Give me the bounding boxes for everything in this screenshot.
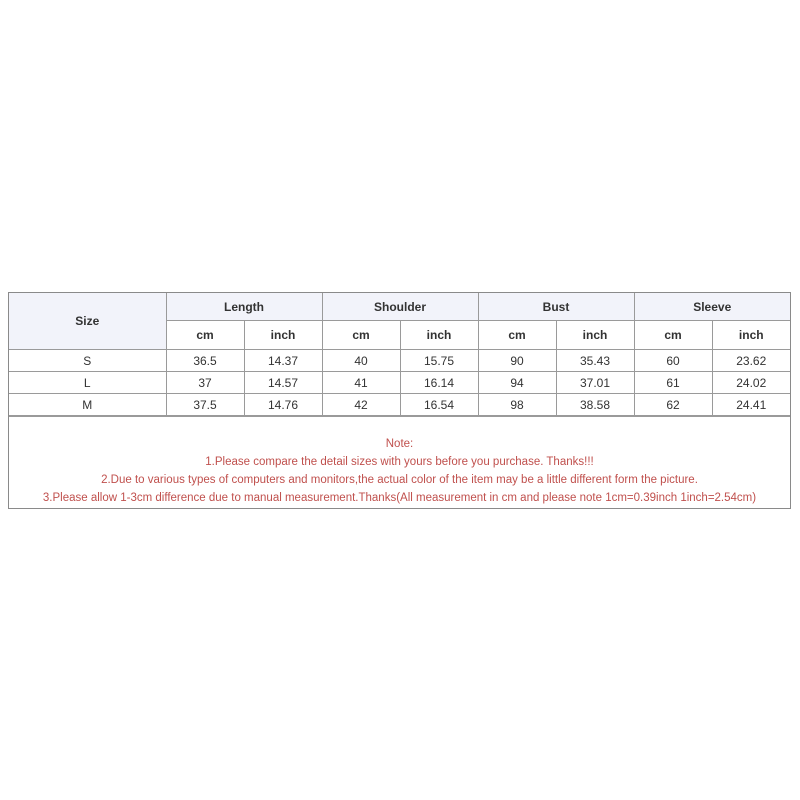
value-cell: 94 xyxy=(478,372,556,394)
value-cell: 42 xyxy=(322,394,400,416)
value-cell: 61 xyxy=(634,372,712,394)
unit-header: inch xyxy=(400,321,478,350)
notes-section xyxy=(9,416,790,508)
table-row xyxy=(9,372,790,394)
value-cell: 35.43 xyxy=(556,350,634,372)
value-cell: 40 xyxy=(322,350,400,372)
group-header-length: Length xyxy=(166,293,322,321)
size-cell: L xyxy=(9,372,166,394)
value-cell: 24.02 xyxy=(712,372,790,394)
value-cell: 37 xyxy=(166,372,244,394)
table-row xyxy=(9,394,790,416)
unit-header: cm xyxy=(166,321,244,350)
value-cell: 16.54 xyxy=(400,394,478,416)
unit-header: cm xyxy=(322,321,400,350)
unit-header: inch xyxy=(244,321,322,350)
unit-header: cm xyxy=(634,321,712,350)
group-header-sleeve: Sleeve xyxy=(634,293,790,321)
value-cell: 24.41 xyxy=(712,394,790,416)
size-cell: S xyxy=(9,350,166,372)
group-header-bust: Bust xyxy=(478,293,634,321)
unit-header: inch xyxy=(712,321,790,350)
value-cell: 60 xyxy=(634,350,712,372)
group-header-shoulder: Shoulder xyxy=(322,293,478,321)
size-cell: M xyxy=(9,394,166,416)
value-cell: 36.5 xyxy=(166,350,244,372)
value-cell: 38.58 xyxy=(556,394,634,416)
header-row-groups xyxy=(9,293,790,321)
note-line: 3.Please allow 1-3cm difference due to manual measurement.Thanks(All measurement in cm and please note 1cm=0.39inch 1inch=2.54cm) xyxy=(42,492,757,504)
value-cell: 98 xyxy=(478,394,556,416)
value-cell: 15.75 xyxy=(400,350,478,372)
unit-header: cm xyxy=(478,321,556,350)
size-chart xyxy=(8,292,791,509)
value-cell: 14.76 xyxy=(244,394,322,416)
table-row xyxy=(9,350,790,372)
value-cell: 90 xyxy=(478,350,556,372)
value-cell: 14.57 xyxy=(244,372,322,394)
note-line: 2.Due to various types of computers and monitors,the actual color of the item may be a little different form the picture. xyxy=(101,474,698,486)
value-cell: 37.5 xyxy=(166,394,244,416)
value-cell: 62 xyxy=(634,394,712,416)
size-table xyxy=(9,293,790,416)
value-cell: 14.37 xyxy=(244,350,322,372)
note-line: 1.Please compare the detail sizes with yours before you purchase. Thanks!!! xyxy=(205,456,594,468)
size-column-header: Size xyxy=(9,293,166,350)
unit-header: inch xyxy=(556,321,634,350)
value-cell: 16.14 xyxy=(400,372,478,394)
value-cell: 23.62 xyxy=(712,350,790,372)
value-cell: 37.01 xyxy=(556,372,634,394)
notes-title: Note: xyxy=(385,438,414,450)
value-cell: 41 xyxy=(322,372,400,394)
